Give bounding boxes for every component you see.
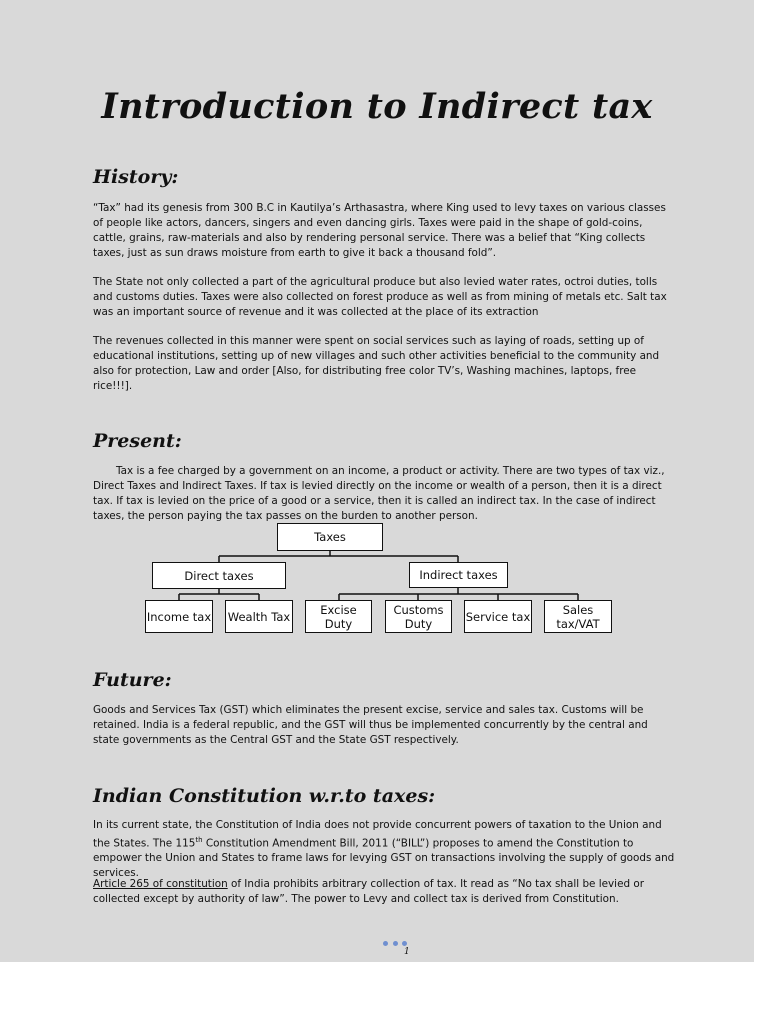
page-number: 1: [404, 947, 410, 957]
node-income-tax: Income tax: [145, 600, 213, 633]
dot: [402, 941, 407, 946]
constitution-paragraph-2: [93, 877, 675, 907]
node-excise-duty: Excise Duty: [305, 600, 372, 633]
future-paragraph: Goods and Services Tax (GST) which eliminates the present excise, service and sales tax. Customs will be retained. India is a federal republic, and the GST will thus be implemented concurrently by the central and state governments as the Central GST and the State GST respectively.: [93, 704, 648, 746]
node-indirect-taxes: Indirect taxes: [409, 562, 508, 588]
history-heading: History:: [93, 166, 179, 188]
constitution-paragraph-1: [93, 818, 675, 881]
constitution-superscript: th: [195, 836, 203, 844]
dot: [383, 941, 388, 946]
history-paragraph-1: “Tax” had its genesis from 300 B.C in Kautilya’s Arthasastra, where King used to levy taxes on various classes of people like actors, dancers, singers and even dancing girls. Taxes were paid in the shape of gold-coins, cattle, grains, raw-materials and also by rendering personal service. There was a belief that “King collects taxes, just as sun draws moisture from earth to give it back a thousand fold”.: [93, 202, 666, 259]
constitution-text-a: In its current state, the Constitution of India does not provide concurrent powers of taxation to the Union and the States. The 115: [93, 819, 662, 850]
node-direct-taxes: Direct taxes: [152, 562, 286, 589]
constitution-text-c: of India prohibits arbitrary collection of tax. It read as “No tax shall be levied or collected except by authority of law”. The power to Levy and collect tax is derived from Constitution.: [93, 878, 644, 905]
present-paragraph: Tax is a fee charged by a government on an income, a product or activity. There are two types of tax viz., Direct Taxes and Indirect Taxes. If tax is levied directly on the income or wealth of a person, then it is a direct tax. If tax is levied on the price of a good or a service, then it is called an indirect tax. In the case of indirect taxes, the person paying the tax passes on the burden to another person.: [93, 465, 665, 522]
document-title: Introduction to Indirect tax: [101, 86, 653, 127]
node-taxes: Taxes: [277, 523, 383, 551]
node-service-tax: Service tax: [464, 600, 532, 633]
constitution-text-b: Constitution Amendment Bill, 2011 (“BILL”) proposes to amend the Constitution to empower the Union and States to frame laws for levying GST on transactions involving the supply of goods and services.: [93, 837, 675, 880]
history-paragraph-3: The revenues collected in this manner were spent on social services such as laying of roads, setting up of educational institutions, setting up of new villages and such other activities beneficial to the community and also for protection, Law and order [Also, for distributing free color TV’s, Washing machines, laptops, free rice!!!].: [93, 335, 660, 392]
article-265-link[interactable]: Article 265 of constitution: [93, 878, 228, 890]
node-sales-tax-vat: Sales tax/VAT: [544, 600, 612, 633]
present-heading: Present:: [93, 430, 182, 452]
future-heading: Future:: [93, 669, 172, 691]
history-paragraph-2: The State not only collected a part of the agricultural produce but also levied water rates, octroi duties, tolls and customs duties. Taxes were also collected on forest produce as well as from mining of metals etc. Salt tax was an important source of revenue and it was collected at the place of its extraction: [93, 276, 667, 318]
node-customs-duty: Customs Duty: [385, 600, 452, 633]
dot: [393, 941, 398, 946]
node-wealth-tax: Wealth Tax: [225, 600, 293, 633]
constitution-heading: Indian Constitution w.r.to taxes:: [93, 785, 436, 807]
